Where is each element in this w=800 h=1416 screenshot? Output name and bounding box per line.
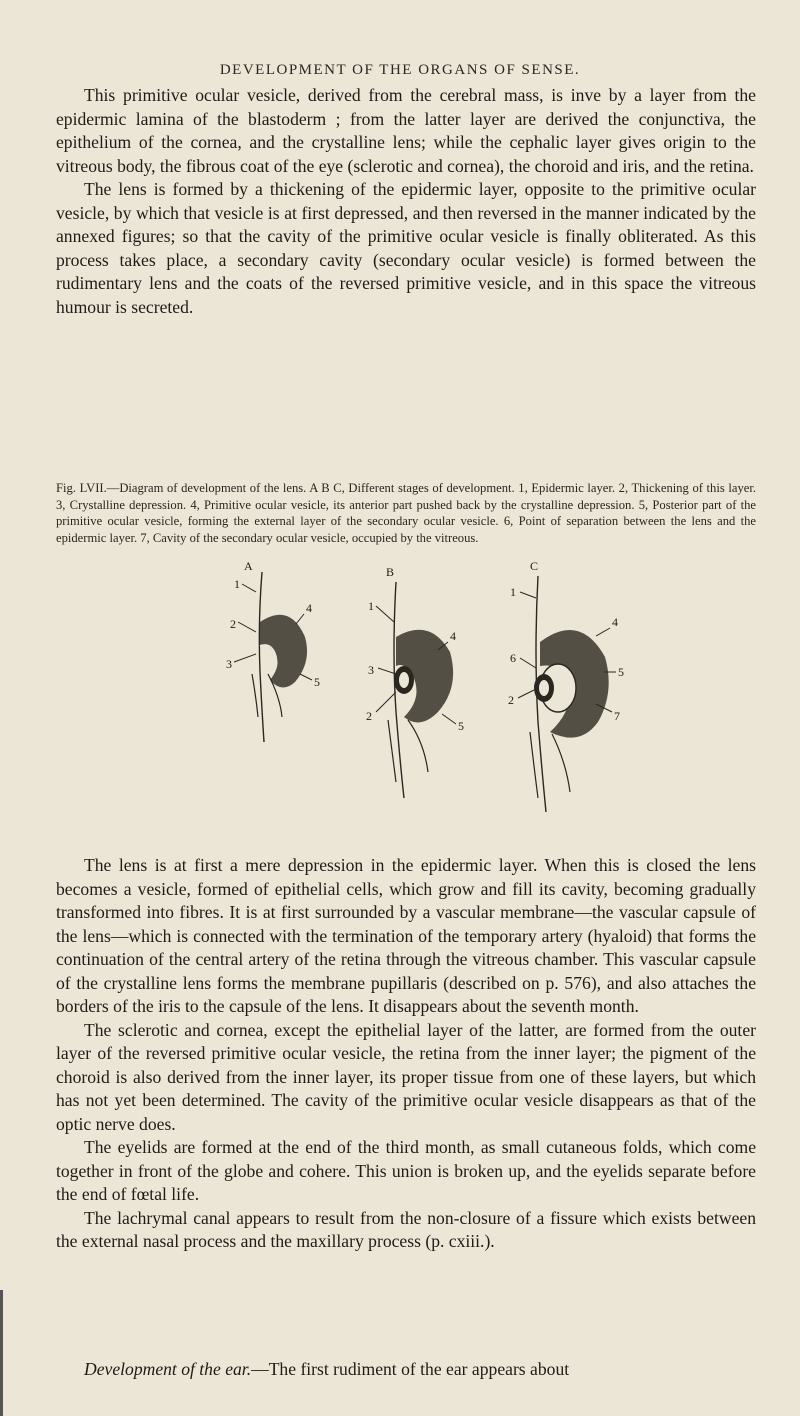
label-c-2: 2 <box>508 693 514 707</box>
label-c-5: 5 <box>618 665 624 679</box>
page-edge-shadow <box>0 1290 3 1416</box>
paragraph-eyelids: The eyelids are formed at the end of the third month, as small cutaneous folds, which come together in front of the globe and cohere. This union is broken up, and the eyelids separate before the end of fœtal life. <box>56 1137 756 1204</box>
label-b-1: 1 <box>368 599 374 613</box>
lens-development-diagram <box>200 562 640 852</box>
label-a: A <box>244 562 253 573</box>
running-header: DEVELOPMENT OF THE ORGANS OF SENSE. <box>219 62 581 78</box>
paragraph-lens-formation: The lens is formed by a thickening of the epidermic layer, opposite to the primitive ocular vesicle, by which that vesicle is at first depressed, and then reversed in the manner indicated by the annexed figures; so that the cavity of the primitive ocular vesicle is finally obliterated. As this process takes place, a secondary cavity (secondary ocular vesicle) is formed between the rudimentary lens and the coats of the reversed primitive vesicle, and in this space the vitreous humour is secreted. <box>56 179 756 317</box>
top-paragraphs <box>56 84 756 319</box>
stage-a-figure <box>226 562 320 742</box>
label-b-5: 5 <box>458 719 464 733</box>
stage-c-figure <box>508 562 624 812</box>
paragraph-lachrymal: The lachrymal canal appears to result from the non-closure of a fissure which exists between the external nasal process and the maxillary process (p. cxiii.). <box>56 1207 756 1251</box>
label-b-4: 4 <box>450 629 456 643</box>
label-a-1: 1 <box>234 577 240 591</box>
ear-text: —The first rudiment of the ear appears about <box>251 1359 570 1379</box>
ear-heading: Development of the ear. <box>84 1359 252 1379</box>
label-a-4: 4 <box>306 601 312 615</box>
bottom-paragraphs <box>56 854 756 1254</box>
label-b: B <box>386 565 395 579</box>
stage-b-figure <box>366 565 464 798</box>
label-a-3: 3 <box>226 657 232 671</box>
label-c-1: 1 <box>510 585 516 599</box>
label-c-6: 6 <box>510 651 516 665</box>
label-b-2: 2 <box>366 709 372 723</box>
ear-development-line <box>56 1358 756 1382</box>
label-a-2: 2 <box>230 617 236 631</box>
paragraph-sclerotic: The sclerotic and cornea, except the epithelial layer of the latter, are formed from the outer layer of the reversed primitive ocular vesicle, the retina from the inner layer; the pigment of the choroid is also derived from the inner layer, its proper tissue from one of these layers, but which has not yet been determined. The cavity of the primitive ocular vesicle disappears as that of the optic nerve does. <box>56 1019 756 1134</box>
label-a-5: 5 <box>314 675 320 689</box>
paragraph-primitive-vesicle: This primitive ocular vesicle, derived from the cerebral mass, is inve by a layer from the epidermic lamina of the blastoderm ; from the latter layer are derived the conjunctiva, the epithelium of the cornea, and the crystalline lens; while the cephalic layer gives origin to the vitreous body, the fibrous coat of the eye (sclerotic and cornea), the choroid and iris, and the retina. <box>56 85 756 176</box>
figure-caption: Fig. LVII.—Diagram of development of the lens. A B C, Different stages of development. 1, Epidermic layer. 2, Thickening of this layer. 3, Crystalline depression. 4, Primitive ocular vesicle, its anterior part pushed back by the crystalline depression. 5, Posterior part of the primitive ocular vesicle, forming the external layer of the secondary ocular vesicle. 6, Point of separation between the lens and the epidermic layer. 7, Cavity of the secondary ocular vesicle, occupied by the vitreous. <box>56 481 756 545</box>
paragraph-lens-vesicle: The lens is at first a mere depression in the epidermic layer. When this is closed the lens becomes a vesicle, formed of epithelial cells, which grow and fill its cavity, becoming gradually transformed into fibres. It is at first surrounded by a vascular membrane—the vascular capsule of the lens—which is connected with the termination of the temporary artery (hyaloid) that forms the continuation of the central artery of the retina through the vitreous chamber. This vascular capsule of the crystalline lens forms the membrane pupillaris (described on p. 576), and also attaches the borders of the iris to the capsule of the lens. It disappears about the seventh month. <box>56 855 756 1016</box>
label-b-3: 3 <box>368 663 374 677</box>
label-c-7: 7 <box>614 709 620 723</box>
label-c: C <box>530 562 539 573</box>
label-c-4: 4 <box>612 615 618 629</box>
